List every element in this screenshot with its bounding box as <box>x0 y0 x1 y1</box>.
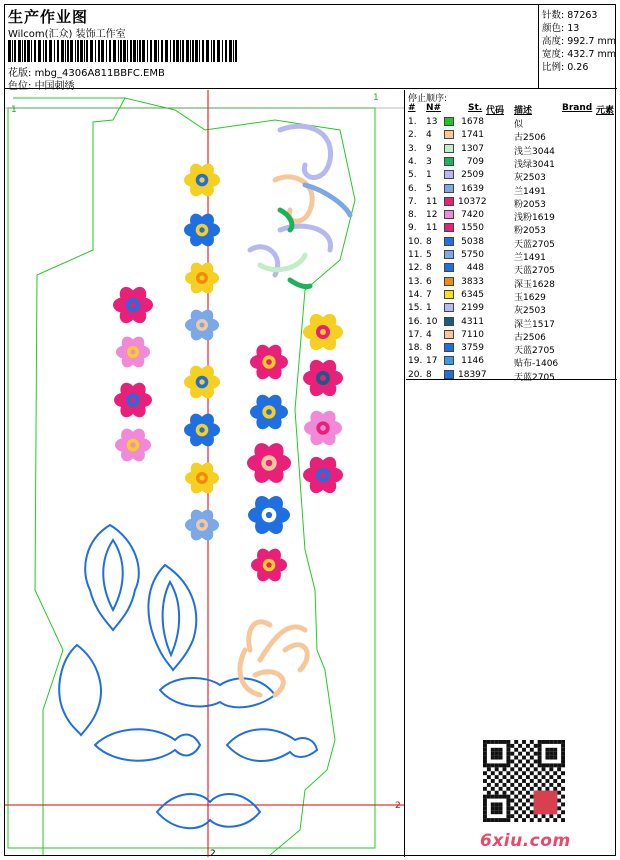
color-swatch <box>444 250 454 259</box>
stop-desc: 深兰1517 <box>514 319 555 330</box>
stop-desc: 灰2503 <box>514 306 546 317</box>
color-swatch <box>444 144 454 153</box>
stop-row <box>406 144 617 157</box>
flower-motif <box>304 408 342 448</box>
flower-motif <box>184 161 220 199</box>
info-scale: 比例: 0.26 <box>542 62 589 73</box>
color-swatch <box>444 237 454 246</box>
stop-number: 3 <box>426 156 432 167</box>
color-swatch <box>444 223 454 232</box>
stop-index: 10. <box>408 236 423 247</box>
stop-number: 8 <box>426 343 432 354</box>
stop-number: 8 <box>426 369 432 380</box>
stop-index: 16. <box>408 316 423 327</box>
flower-motif <box>115 426 151 464</box>
stop-number: 7 <box>426 289 432 300</box>
stop-row <box>406 370 617 383</box>
color-swatch <box>444 210 454 219</box>
stop-number: 12 <box>426 210 438 221</box>
stop-index: 1. <box>408 117 417 127</box>
stop-row <box>406 237 617 250</box>
company-name: Wilcom(汇众) 装饰工作室 <box>8 29 126 40</box>
stop-row <box>406 130 617 143</box>
stop-number: 1 <box>426 303 432 314</box>
stop-desc: 天蓝2705 <box>514 372 555 383</box>
stop-row <box>406 157 617 170</box>
stop-number: 5 <box>426 250 432 260</box>
stop-code: 1639 <box>461 183 484 194</box>
color-swatch <box>444 197 454 206</box>
stop-row <box>406 197 617 210</box>
stop-row <box>406 343 617 356</box>
color-swatch <box>444 290 454 299</box>
color-swatch <box>444 277 454 286</box>
flower-motif <box>116 334 150 370</box>
stops-title: 停止顺序: <box>408 94 448 104</box>
stop-number: 4 <box>426 130 432 141</box>
stop-row <box>406 184 617 197</box>
ornament-3 <box>59 645 101 735</box>
stop-code: 5750 <box>461 250 484 260</box>
stop-desc: 兰1491 <box>514 186 546 197</box>
flower-motif <box>184 363 220 401</box>
info-width: 宽度: 432.7 mm <box>542 49 616 60</box>
col-index: # <box>408 103 416 113</box>
stop-number: 11 <box>426 223 438 234</box>
stop-code: 3833 <box>461 276 484 287</box>
stop-row <box>406 117 617 130</box>
stop-index: 5. <box>408 170 417 181</box>
col-desc: 描述 <box>514 106 533 116</box>
stop-desc: 兰1491 <box>514 253 546 263</box>
stop-number: 17 <box>426 356 438 367</box>
stop-desc: 浅粉1619 <box>514 213 555 224</box>
flower-motif <box>251 546 287 584</box>
stop-code: 2199 <box>461 303 484 314</box>
stop-code: 448 <box>466 263 484 274</box>
stop-row <box>406 170 617 183</box>
stop-code: 7110 <box>461 329 484 340</box>
color-name: 中国刺绣 <box>34 81 75 92</box>
flower-motif <box>250 392 288 432</box>
stop-desc: 天蓝2705 <box>514 346 555 357</box>
stop-desc: 古2506 <box>514 133 546 144</box>
lavender-swirl <box>250 126 350 286</box>
stop-code: 1741 <box>461 130 484 141</box>
stop-index: 14. <box>408 289 423 300</box>
stop-code: 1678 <box>461 117 484 127</box>
color-swatch <box>444 170 454 179</box>
color-swatch <box>444 343 454 352</box>
color-swatch <box>444 130 454 139</box>
stop-number: 8 <box>426 263 432 274</box>
stop-number: 10 <box>426 316 438 327</box>
stop-index: 15. <box>408 303 423 314</box>
col-code: 代码 <box>486 106 505 116</box>
stop-row <box>406 330 617 343</box>
stop-desc: 贴布-1406 <box>514 359 559 370</box>
stop-row <box>406 223 617 236</box>
color-swatch <box>444 157 454 166</box>
stop-code: 5038 <box>461 236 484 247</box>
stop-index: 4. <box>408 156 417 167</box>
stop-desc: 天蓝2705 <box>514 266 555 277</box>
marker-right-bottom: 2 <box>395 801 401 811</box>
ornament-5 <box>95 729 200 760</box>
stop-index: 19. <box>408 356 423 367</box>
barcode-icon <box>8 40 238 62</box>
stop-sequence <box>406 90 617 383</box>
stop-number: 13 <box>426 117 438 127</box>
design-info <box>540 5 617 89</box>
flower-motif <box>184 211 220 249</box>
stop-number: 4 <box>426 329 432 340</box>
info-colors: 颜色: 13 <box>542 23 580 34</box>
flower-motif <box>185 260 219 296</box>
production-sheet <box>4 4 616 856</box>
flower-motif <box>184 411 220 449</box>
stop-number: 6 <box>426 276 432 287</box>
color-swatch <box>444 117 454 126</box>
stop-index: 11. <box>408 250 423 260</box>
flower-motif <box>303 454 343 496</box>
col-element: 元素 <box>596 106 615 116</box>
flower-motif <box>185 507 219 543</box>
stop-code: 1307 <box>461 143 484 154</box>
color-swatch <box>444 330 454 339</box>
stop-code: 709 <box>466 156 484 167</box>
page-title: 生产作业图 <box>8 8 89 26</box>
header-left <box>5 5 539 92</box>
col-brand: Brand <box>562 103 593 113</box>
stop-code: 6345 <box>461 289 484 300</box>
stop-number: 1 <box>426 170 432 181</box>
stop-code: 1550 <box>461 223 484 234</box>
stop-desc: 深玉1628 <box>514 279 555 290</box>
marker-right-top: 1 <box>373 93 379 103</box>
stop-index: 18. <box>408 343 423 354</box>
stop-row <box>406 277 617 290</box>
flower-motif <box>303 311 343 353</box>
stop-index: 17. <box>408 329 423 340</box>
stop-code: 2509 <box>461 170 484 181</box>
embroidery-canvas <box>5 90 405 857</box>
color-swatch <box>444 184 454 193</box>
stop-index: 9. <box>408 223 417 234</box>
stop-row <box>406 250 617 263</box>
stop-code: 18397 <box>458 369 487 380</box>
stop-index: 8. <box>408 210 417 221</box>
stop-desc: 粉2053 <box>514 199 546 210</box>
stop-row <box>406 290 617 303</box>
stop-number: 9 <box>426 143 432 154</box>
color-swatch <box>444 317 454 326</box>
flower-motif <box>247 440 291 486</box>
stop-row <box>406 210 617 223</box>
color-swatch <box>444 263 454 272</box>
flower-motif <box>250 342 288 382</box>
stop-desc: 玉1629 <box>514 292 546 303</box>
stop-code: 10372 <box>458 196 487 207</box>
stop-code: 3759 <box>461 343 484 354</box>
stop-desc: 粉2053 <box>514 226 546 237</box>
marker-left-top: 1 <box>11 105 17 115</box>
stop-code: 1146 <box>461 356 484 367</box>
ornament-6 <box>227 729 317 761</box>
marker-bottom: 2 <box>210 849 216 857</box>
stop-code: 7420 <box>461 210 484 221</box>
color-swatch <box>444 303 454 312</box>
stop-index: 3. <box>408 143 417 154</box>
stop-row <box>406 356 617 369</box>
stop-index: 7. <box>408 196 417 207</box>
stop-row <box>406 263 617 276</box>
design-name: mbg_4306A811BBFC.EMB <box>34 68 165 79</box>
col-stitches: St. <box>468 103 483 113</box>
flower-motif <box>303 357 343 399</box>
stop-desc: 似 <box>514 120 524 130</box>
stop-code: 4311 <box>461 316 484 327</box>
stop-index: 2. <box>408 130 417 141</box>
stop-number: 8 <box>426 236 432 247</box>
color-label: 色位: <box>8 81 32 92</box>
stop-index: 20. <box>408 369 423 380</box>
design-label: 花版: <box>8 68 32 79</box>
stop-index: 13. <box>408 276 423 287</box>
peach-swirl <box>240 622 307 695</box>
stop-row <box>406 317 617 330</box>
watermark: 6xiu.com <box>480 831 571 851</box>
stop-desc: 天蓝2705 <box>514 239 555 250</box>
stop-number: 11 <box>426 196 438 207</box>
flower-motif <box>248 493 290 537</box>
info-height: 高度: 992.7 mm <box>542 36 616 47</box>
col-number: N# <box>426 103 442 113</box>
stop-desc: 浅绿3041 <box>514 159 555 170</box>
stop-desc: 浅兰3044 <box>514 146 555 157</box>
flower-motif <box>185 307 219 343</box>
flower-motif <box>113 284 153 326</box>
stop-index: 6. <box>408 183 417 194</box>
flower-motif <box>114 380 152 420</box>
stop-index: 12. <box>408 263 423 274</box>
color-swatch <box>444 370 454 379</box>
stop-desc: 灰2503 <box>514 173 546 184</box>
flower-motif <box>185 460 219 496</box>
color-swatch <box>444 356 454 365</box>
header <box>5 5 617 92</box>
stop-row <box>406 303 617 316</box>
embroidery-preview <box>5 90 405 857</box>
qr-code-icon <box>483 740 565 822</box>
stop-desc: 古2506 <box>514 332 546 343</box>
info-stitches: 针数: 87263 <box>542 10 598 21</box>
stop-number: 5 <box>426 183 432 194</box>
